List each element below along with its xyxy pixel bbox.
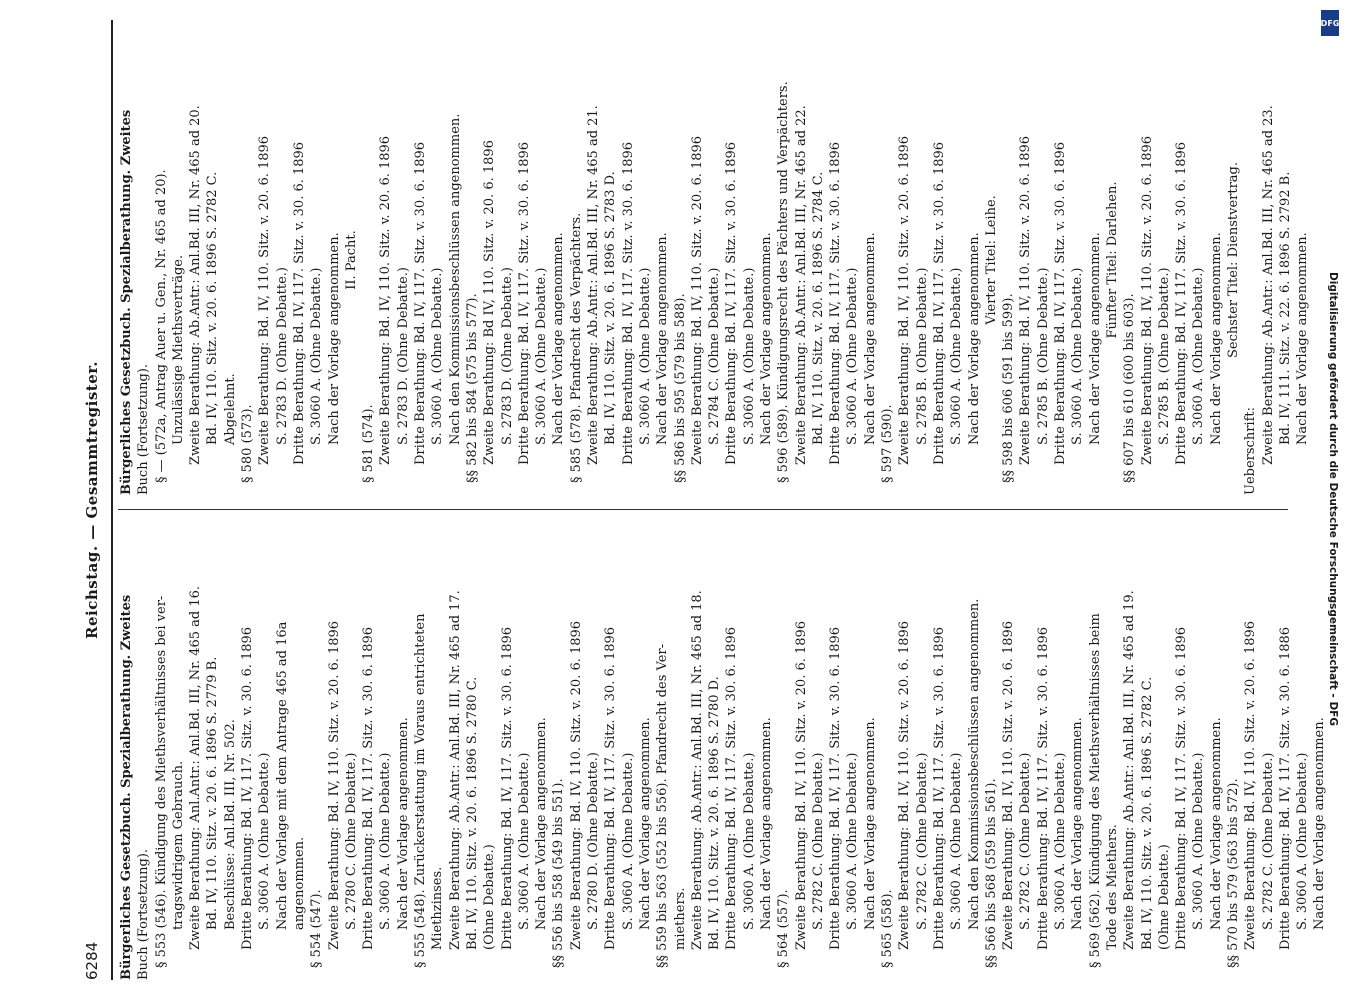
index-line: Bd. IV, 110. Sitz. v. 20. 6. 1896 S. 2784 C. — [810, 171, 826, 445]
index-line: § 585 (578). Pfandrecht des Verpächters. — [568, 212, 584, 483]
index-line: Dritte Berathung: Bd. IV, 117. Sitz. v. 30. 6. 1896 — [361, 626, 377, 950]
column-divider — [118, 509, 1288, 510]
index-line: Dritte Berathung: Bd. IV, 117. Sitz. v. 30. 6. 1896 — [1174, 626, 1190, 950]
index-line: § 564 (557). — [776, 889, 792, 968]
index-line: Zweite Berathung: Ab.Antr.: Anl.Bd. III, Nr. 465 ad 23. — [1260, 105, 1276, 465]
index-line: Bd. IV, 110. Sitz. v. 20. 6. 1896 S. 2779 B. — [205, 656, 221, 930]
right-column — [118, 25, 1311, 495]
index-line: S. 2785 B. (Ohne Debatte.) — [1035, 267, 1051, 445]
index-line: Nach der Vorlage angenommen. — [655, 232, 671, 445]
index-line: §§ 559 bis 563 (552 bis 556). Pfandrecht des Ver- — [655, 644, 671, 968]
index-line: tragswidrigem Gebrauch. — [170, 760, 186, 930]
index-line: § — (572a, Antrag Auer u. Gen., Nr. 465 ad 20). — [153, 169, 169, 483]
index-line: S. 3060 A. (Ohne Debatte.) — [257, 752, 273, 930]
index-line: Nach der Vorlage angenommen. — [1208, 717, 1224, 930]
index-line: S. 3060 A. (Ohne Debatte.) — [1191, 752, 1207, 930]
index-line: S. 3060 A. (Ohne Debatte.) — [845, 752, 861, 930]
index-line: Zweite Berathung: Ab.Antr.: Anl.Bd. III, Nr. 465 ad 18. — [689, 590, 705, 950]
index-line: Dritte Berathung: Bd. IV, 117. Sitz. v. 30. 6. 1896 — [724, 626, 740, 950]
index-line: §§ 566 bis 568 (559 bis 561). — [983, 778, 999, 968]
index-line: § 597 (590). — [880, 404, 896, 483]
index-line: Bd. IV, 111. Sitz. v. 22. 6. 1896 S. 2792 B. — [1277, 171, 1293, 445]
index-line: II. Pacht. — [343, 230, 359, 290]
index-line: Zweite Berathung: Bd. IV, 110. Sitz. v. 20. 6. 1896 — [897, 135, 913, 465]
index-line: S. 2782 C. (Ohne Debatte.) — [914, 752, 930, 930]
index-line: § 581 (574). — [361, 404, 377, 483]
left-column — [118, 525, 1328, 980]
index-line: Bd. IV, 110. Sitz. v. 20. 6. 1896 S. 2783 D. — [603, 171, 619, 445]
index-line: Zweite Berathung: Bd. IV, 110. Sitz. v. 20. 6. 1896 — [326, 620, 342, 950]
index-line: §§ 570 bis 579 (563 bis 572). — [1226, 778, 1241, 968]
index-line: S. 3060 A. (Ohne Debatte.) — [741, 752, 757, 930]
index-line: Zweite Berathung: Bd. IV, 110. Sitz. v. 20. 6. 1896 — [1018, 135, 1034, 465]
index-line: Dritte Berathung: Bd. IV, 117. Sitz. v. 30. 6. 1896 — [828, 141, 844, 465]
index-line: Nach der Vorlage angenommen. — [1070, 717, 1086, 930]
index-line: Nach der Vorlage angenommen. — [1295, 232, 1311, 445]
index-line: miethers. — [672, 887, 688, 950]
index-line: S. 2783 D. (Ohne Debatte.) — [395, 267, 411, 445]
index-line: Dritte Berathung: Bd. IV, 117. Sitz. v. 30. 6. 1896 — [1053, 141, 1069, 465]
index-line: S. 3060 A. (Ohne Debatte.) — [1191, 267, 1207, 445]
index-line: Miethzinses. — [430, 866, 446, 950]
index-line: § 569 (562). Kündigung des Miethsverhältnisses beim — [1087, 613, 1103, 968]
index-line: Abgelehnt. — [222, 373, 238, 445]
index-line: Ueberschrift: — [1243, 407, 1259, 495]
index-line: (Ohne Debatte.) — [1156, 844, 1172, 950]
index-line: § 565 (558). — [880, 889, 896, 968]
index-line: Buch (Fortsetzung). — [136, 848, 152, 980]
index-line: Nach der Vorlage angenommen. — [966, 232, 982, 445]
index-line: (Ohne Debatte.) — [482, 844, 498, 950]
index-line: Nach der Vorlage angenommen. — [637, 717, 653, 930]
index-line: S. 3060 A. (Ohne Debatte.) — [741, 267, 757, 445]
index-line: § 596 (589). Kündigungsrecht des Pächters und Verpächters. — [776, 81, 792, 483]
index-line: Zweite Berathung: Bd. IV, 110. Sitz. v. 20. 6. 1896 — [568, 620, 584, 950]
index-line: Nach der Vorlage angenommen. — [534, 717, 550, 930]
index-line: Nach der Vorlage angenommen. — [862, 717, 878, 930]
index-line: S. 2782 C. (Ohne Debatte.) — [1260, 752, 1276, 930]
index-line: Bürgerliches Gesetzbuch. Spezialberathung. Zweites — [119, 109, 134, 495]
index-line: Dritte Berathung: Bd. IV, 117. Sitz. v. 30. 6. 1896 — [620, 141, 636, 465]
index-line: Zweite Berathung: Bd. IV, 110. Sitz. v. 20. 6. 1896 — [689, 135, 705, 465]
index-line: angenommen. — [291, 836, 307, 930]
index-line: §§ 556 bis 558 (549 bis 551). — [551, 778, 567, 968]
index-line: Zweite Berathung: Bd. IV, 110. Sitz. v. 20. 6. 1896 — [1243, 620, 1259, 950]
index-line: Bd. IV, 110. Sitz. v. 20. 6. 1896 S. 2780 D. — [707, 676, 723, 950]
index-line: §§ 586 bis 595 (579 bis 588). — [672, 293, 688, 483]
index-line: Bd. IV, 110. Sitz. v. 20. 6. 1896 S. 2782 C. — [205, 171, 221, 445]
index-line: Zweite Berathung: Ab.Antr.: Anl.Bd. III, Nr. 465 ad 20. — [188, 105, 204, 465]
index-line: Nach der Vorlage angenommen. — [551, 232, 567, 445]
index-line: Dritte Berathung: Bd. IV, 117. Sitz. v. 30. 6. 1896 — [724, 141, 740, 465]
index-line: §§ 607 bis 610 (600 bis 603). — [1122, 293, 1138, 483]
index-line: Nach der Vorlage mit dem Antrage 465 ad 16a — [274, 621, 290, 930]
running-head: Reichstag. — Gesammtregister. — [83, 361, 101, 639]
index-line: Buch (Fortsetzung). — [136, 363, 152, 495]
index-line: § 555 (548). Zurückerstattung im Voraus entrichteten — [413, 613, 429, 968]
index-line: Dritte Berathung: Bd. IV, 117. Sitz. v. 30. 6. 1896 — [1035, 626, 1051, 950]
page-number: 6284 — [83, 941, 101, 980]
index-line: S. 3060 A. (Ohne Debatte.) — [1295, 752, 1311, 930]
index-line: Zweite Berathung: Bd. IV, 110. Sitz. v. 20. 6. 1896 — [1139, 135, 1155, 465]
dfg-logo: DFG — [1321, 10, 1339, 36]
index-line: Dritte Berathung: Bd. IV, 117. Sitz. v. 30. 6. 1896 — [516, 141, 532, 465]
index-line: Fünfter Titel: Darlehen. — [1104, 181, 1120, 339]
index-line: S. 3060 A. (Ohne Debatte.) — [637, 267, 653, 445]
index-line: S. 3060 A. (Ohne Debatte.) — [309, 267, 325, 445]
index-line: S. 3060 A. (Ohne Debatte.) — [516, 752, 532, 930]
index-line: Dritte Berathung: Bd. IV, 117. Sitz. v. 30. 6. 1896 — [828, 626, 844, 950]
rotated-page — [20, 0, 1328, 1000]
index-line: Nach den Kommissionsbeschlüssen angenommen. — [447, 113, 463, 445]
index-line: Dritte Berathung: Bd. IV, 117. Sitz. v. 30. 6. 1896 — [413, 141, 429, 465]
index-line: Zweite Berathung: Ab.Antr.: Anl.Bd. III, Nr. 465 ad 19. — [1122, 590, 1138, 950]
index-line: Unzulässige Miethsverträge. — [170, 254, 186, 445]
index-line: S. 3060 A. (Ohne Debatte.) — [949, 267, 965, 445]
index-line: Tode des Miethers. — [1104, 824, 1120, 950]
index-line: Zweite Berathung: Anl.Antr.: Anl.Bd. III, Nr. 465 ad 16. — [188, 585, 204, 950]
index-line: Zweite Berathung: Ab.Antr.: Anl.Bd. III, Nr. 465 ad 21. — [586, 105, 602, 465]
index-line: Dritte Berathung: Bd. IV, 117. Sitz. v. 30. 6. 1886 — [1277, 626, 1293, 950]
index-line: Dritte Berathung: Bd. IV, 117. Sitz. v. 30. 6. 1896 — [499, 626, 515, 950]
index-line: Vierter Titel: Leihe. — [983, 195, 999, 325]
index-line: Nach der Vorlage angenommen. — [1208, 232, 1224, 445]
index-line: Zweite Berathung: Bd. IV, 110. Sitz. v. 20. 6. 1896 — [897, 620, 913, 950]
index-line: Nach der Vorlage angenommen. — [326, 232, 342, 445]
index-line: S. 2782 C. (Ohne Debatte.) — [810, 752, 826, 930]
index-line: Dritte Berathung: Bd. IV, 117. Sitz. v. 30. 6. 1896 — [1174, 141, 1190, 465]
index-line: Nach der Vorlage angenommen. — [758, 717, 774, 930]
index-line: S. 2780 C. (Ohne Debatte.) — [343, 752, 359, 930]
index-line: Dritte Berathung: Bd. IV, 117. Sitz. v. 30. 6. 1896 — [931, 141, 947, 465]
index-line: Nach der Vorlage angenommen. — [395, 717, 411, 930]
index-line: Nach der Vorlage angenommen. — [758, 232, 774, 445]
side-margin-note — [1320, 10, 1342, 990]
index-line: Zweite Berathung: Bd. IV, 110. Sitz. v. 20. 6. 1896 — [378, 135, 394, 465]
index-line: S. 3060 A. (Ohne Debatte.) — [430, 267, 446, 445]
index-line: Dritte Berathung: Bd. IV, 117. Sitz. v. 30. 6. 1896 — [291, 141, 307, 465]
index-line: § 553 (546). Kündigung des Miethsverhältnisses bei ver- — [153, 595, 169, 968]
index-line: S. 2785 B. (Ohne Debatte.) — [914, 267, 930, 445]
index-line: Beschlüsse: Anl.Bd. III, Nr. 502. — [222, 719, 238, 930]
digitization-note: Digitalisierung gefördert durch die Deutsche Forschungsgemeinschaft - DFG — [1327, 272, 1339, 726]
index-line: § 580 (573). — [240, 404, 256, 483]
index-line: §§ 598 bis 606 (591 bis 599). — [1001, 293, 1017, 483]
index-line: Bd. IV, 110. Sitz. v. 20. 6. 1896 S. 2780 C. — [464, 676, 480, 950]
index-line: S. 3060 A. (Ohne Debatte.) — [378, 752, 394, 930]
index-line: Zweite Berathung: Bd. IV, 110. Sitz. v. 20. 6. 1896 — [1001, 620, 1017, 950]
index-line: Zweite Berathung: Ab.Antr.: Anl.Bd. III, Nr. 465 ad 22. — [793, 105, 809, 465]
index-line: S. 3060 A. (Ohne Debatte.) — [620, 752, 636, 930]
index-line: S. 2783 D. (Ohne Debatte.) — [499, 267, 515, 445]
index-line: S. 2782 C. (Ohne Debatte.) — [1018, 752, 1034, 930]
index-line: S. 2780 D. (Ohne Debatte.) — [586, 752, 602, 930]
index-line: S. 3060 A. (Ohne Debatte.) — [949, 752, 965, 930]
index-line: Sechster Titel: Dienstvertrag. — [1226, 161, 1241, 359]
index-line: S. 2785 B. (Ohne Debatte.) — [1156, 267, 1172, 445]
index-line: Zweite Berathung: Bd. IV, 110. Sitz. v. 20. 6. 1896 — [793, 620, 809, 950]
index-line: S. 2783 D. (Ohne Debatte.) — [274, 267, 290, 445]
index-line: Bürgerliches Gesetzbuch. Spezialberathung. Zweites — [119, 594, 134, 980]
index-line: Nach der Vorlage angenommen. — [1312, 717, 1328, 930]
index-line: Zweite Berathung: Bd. IV, 110. Sitz. v. 20. 6. 1896 — [257, 135, 273, 465]
page-header — [75, 20, 113, 980]
index-line: § 554 (547). — [309, 889, 325, 968]
index-line: Zweite Berathung: Ab.Antr.: Anl.Bd. III, Nr. 465 ad 17. — [447, 590, 463, 950]
index-line: Nach den Kommissionsbeschlüssen angenommen. — [966, 598, 982, 930]
index-line: Bd. IV, 110. Sitz. v. 20. 6. 1896 S. 2782 C. — [1139, 676, 1155, 950]
index-line: Nach der Vorlage angenommen. — [1087, 232, 1103, 445]
index-line: Zweite Berathung: Bd IV, 110. Sitz. v. 20. 6. 1896 — [482, 140, 498, 465]
index-line: Dritte Berathung: Bd. IV, 117. Sitz. v. 30. 6. 1896 — [603, 626, 619, 950]
index-line: Dritte Berathung: Bd. IV, 117. Sitz. v. 30. 6. 1896 — [240, 626, 256, 950]
index-line: S. 3060 A. (Ohne Debatte.) — [1053, 752, 1069, 930]
index-line: Nach der Vorlage angenommen. — [862, 232, 878, 445]
index-line: S. 3060 A. (Ohne Debatte.) — [534, 267, 550, 445]
index-line: S. 3060 A. (Ohne Debatte.) — [845, 267, 861, 445]
index-line: §§ 582 bis 584 (575 bis 577). — [464, 293, 480, 483]
index-line: S. 3060 A. (Ohne Debatte.) — [1070, 267, 1086, 445]
index-line: Dritte Berathung: Bd. IV, 117. Sitz. v. 30. 6. 1896 — [931, 626, 947, 950]
index-line: S. 2784 C. (Ohne Debatte.) — [707, 267, 723, 445]
